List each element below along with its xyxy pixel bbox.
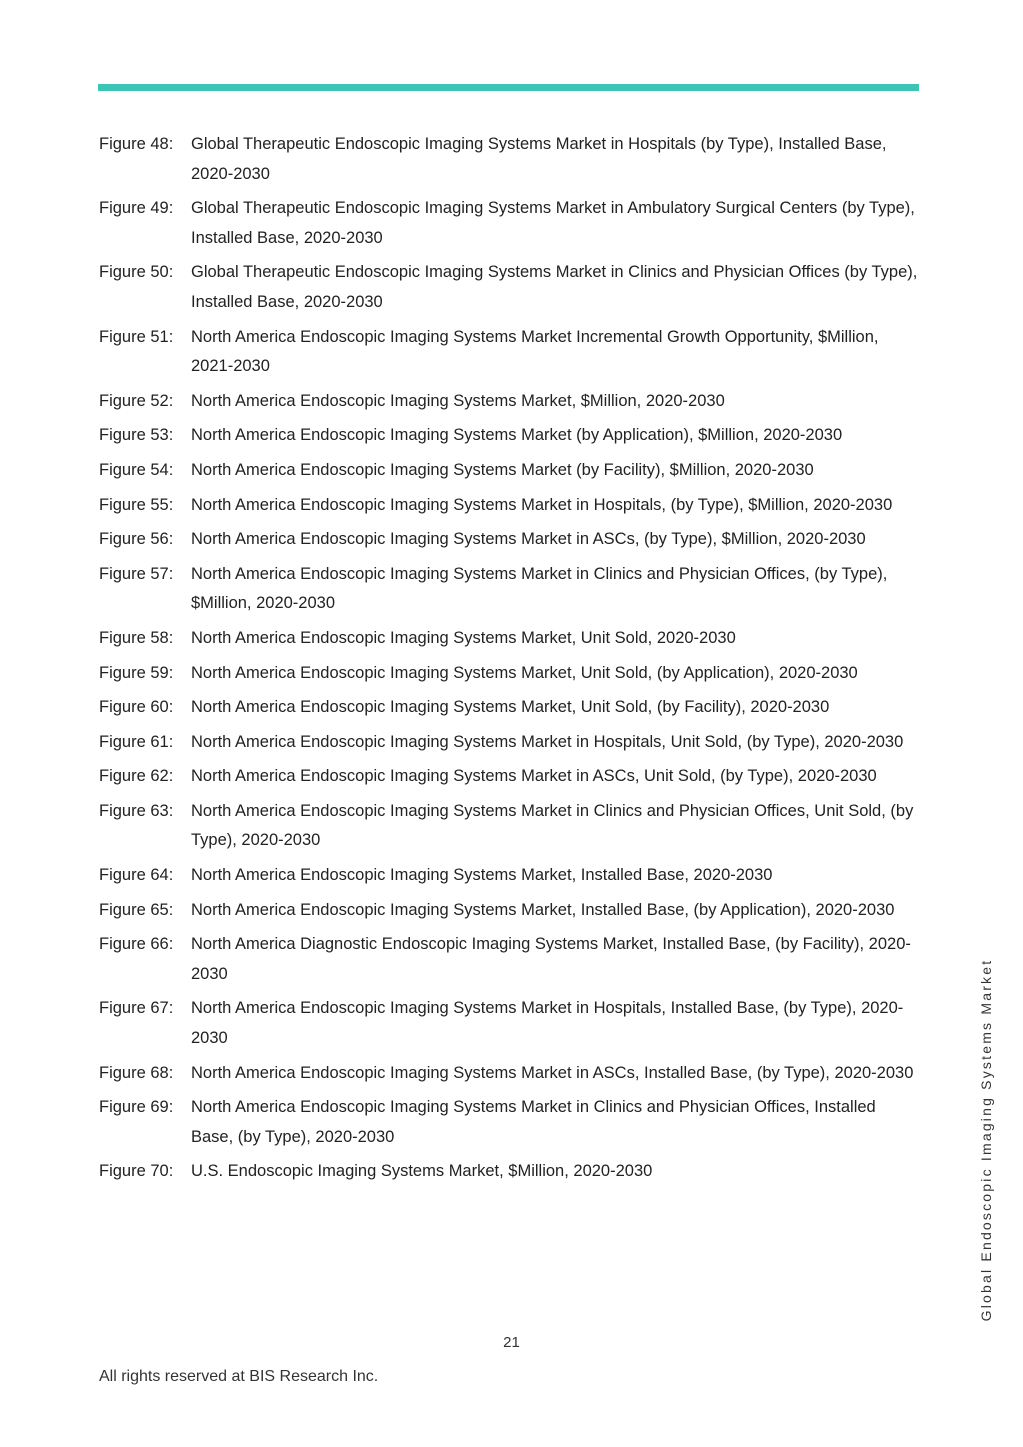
- figure-title: North America Endoscopic Imaging Systems Market in ASCs, Installed Base, (by Type), 2020-2030: [191, 1063, 914, 1082]
- figure-label: Figure 60:: [99, 698, 174, 717]
- figure-label: Figure 55:: [99, 495, 174, 514]
- figure-title: North America Endoscopic Imaging Systems Market in Clinics and Physician Offices, (by Type), $Million, 2020-2030: [191, 564, 888, 613]
- list-item: [99, 491, 921, 521]
- figure-title: U.S. Endoscopic Imaging Systems Market, $Million, 2020-2030: [191, 1162, 653, 1181]
- figure-label: Figure 62:: [99, 767, 174, 786]
- figure-label: Figure 58:: [99, 628, 174, 647]
- figure-label: Figure 56:: [99, 530, 174, 549]
- figure-title: North America Endoscopic Imaging Systems Market in Clinics and Physician Offices, Unit Sold, (by Type), 2020-2030: [191, 801, 914, 850]
- list-of-figures: [99, 130, 921, 1192]
- list-item: [99, 659, 921, 689]
- figure-title: North America Endoscopic Imaging Systems Market in Hospitals, Unit Sold, (by Type), 2020-2030: [191, 732, 904, 751]
- figure-label: Figure 49:: [99, 199, 174, 218]
- list-item: [99, 1093, 921, 1152]
- figure-title: North America Endoscopic Imaging Systems Market Incremental Growth Opportunity, $Million, 2021-2030: [191, 327, 879, 376]
- list-item: [99, 456, 921, 486]
- list-item: [99, 728, 921, 758]
- list-item: [99, 930, 921, 989]
- figure-label: Figure 57:: [99, 564, 174, 583]
- figure-label: Figure 51:: [99, 327, 174, 346]
- list-item: [99, 1157, 921, 1187]
- list-item: [99, 693, 921, 723]
- list-item: [99, 130, 921, 189]
- list-item: [99, 797, 921, 856]
- figure-label: Figure 68:: [99, 1063, 174, 1082]
- list-item: [99, 194, 921, 253]
- figure-title: North America Endoscopic Imaging Systems Market, Installed Base, (by Application), 2020-2030: [191, 900, 895, 919]
- list-item: [99, 323, 921, 382]
- figure-title: North America Diagnostic Endoscopic Imaging Systems Market, Installed Base, (by Facility), 2020-2030: [191, 935, 911, 983]
- list-item: [99, 421, 921, 451]
- figure-label: Figure 52:: [99, 391, 174, 410]
- list-item: [99, 1059, 921, 1089]
- figure-title: North America Endoscopic Imaging Systems Market, Unit Sold, 2020-2030: [191, 628, 736, 647]
- figure-label: Figure 48:: [99, 135, 174, 153]
- figure-label: Figure 64:: [99, 866, 174, 885]
- figure-title: North America Endoscopic Imaging Systems Market (by Application), $Million, 2020-2030: [191, 426, 843, 445]
- figure-label: Figure 59:: [99, 663, 174, 682]
- figure-label: Figure 66:: [99, 935, 174, 954]
- list-item: [99, 258, 921, 317]
- figure-label: Figure 54:: [99, 460, 174, 479]
- figure-title: Global Therapeutic Endoscopic Imaging Systems Market in Hospitals (by Type), Installed Base, 2020-2030: [191, 135, 887, 183]
- figure-title: North America Endoscopic Imaging Systems Market, Unit Sold, (by Application), 2020-2030: [191, 663, 858, 682]
- figure-title: North America Endoscopic Imaging Systems Market in Hospitals, (by Type), $Million, 2020-2030: [191, 495, 893, 514]
- figure-label: Figure 61:: [99, 732, 174, 751]
- figure-label: Figure 69:: [99, 1098, 174, 1117]
- figure-title: North America Endoscopic Imaging Systems Market in Hospitals, Installed Base, (by Type), 2020-2030: [191, 999, 904, 1048]
- list-item: [99, 387, 921, 417]
- figure-label: Figure 70:: [99, 1162, 174, 1181]
- figure-title: North America Endoscopic Imaging Systems Market in Clinics and Physician Offices, Installed Base, (by Type), 2020-2030: [191, 1098, 876, 1146]
- side-report-title: Global Endoscopic Imaging Systems Market: [978, 958, 994, 1322]
- copyright-footer: All rights reserved at BIS Research Inc.: [99, 1368, 379, 1385]
- list-item: [99, 896, 921, 926]
- figure-label: Figure 67:: [99, 999, 174, 1018]
- figure-title: North America Endoscopic Imaging Systems Market, $Million, 2020-2030: [191, 391, 725, 410]
- list-item: [99, 525, 921, 555]
- figure-title: Global Therapeutic Endoscopic Imaging Systems Market in Clinics and Physician Offices (by Type), Installed Base, 2020-2030: [191, 263, 918, 311]
- figure-title: North America Endoscopic Imaging Systems Market in ASCs, (by Type), $Million, 2020-2030: [191, 530, 866, 549]
- figure-title: North America Endoscopic Imaging Systems Market (by Facility), $Million, 2020-2030: [191, 460, 814, 479]
- figure-label: Figure 63:: [99, 801, 174, 820]
- figure-label: Figure 53:: [99, 426, 174, 445]
- figure-label: Figure 50:: [99, 263, 174, 282]
- figure-label: Figure 65:: [99, 900, 174, 919]
- figure-title: North America Endoscopic Imaging Systems Market, Installed Base, 2020-2030: [191, 866, 773, 885]
- figure-title: North America Endoscopic Imaging Systems Market, Unit Sold, (by Facility), 2020-2030: [191, 698, 830, 717]
- list-item: [99, 861, 921, 891]
- figure-title: North America Endoscopic Imaging Systems Market in ASCs, Unit Sold, (by Type), 2020-2030: [191, 767, 877, 786]
- list-item: [99, 994, 921, 1053]
- page-number: 21: [503, 1334, 520, 1351]
- header-accent-rule: [98, 84, 919, 91]
- list-item: [99, 624, 921, 654]
- list-item: [99, 762, 921, 792]
- list-item: [99, 560, 921, 619]
- figure-title: Global Therapeutic Endoscopic Imaging Systems Market in Ambulatory Surgical Centers (by Type), Installed Base, 2020-2030: [191, 199, 915, 247]
